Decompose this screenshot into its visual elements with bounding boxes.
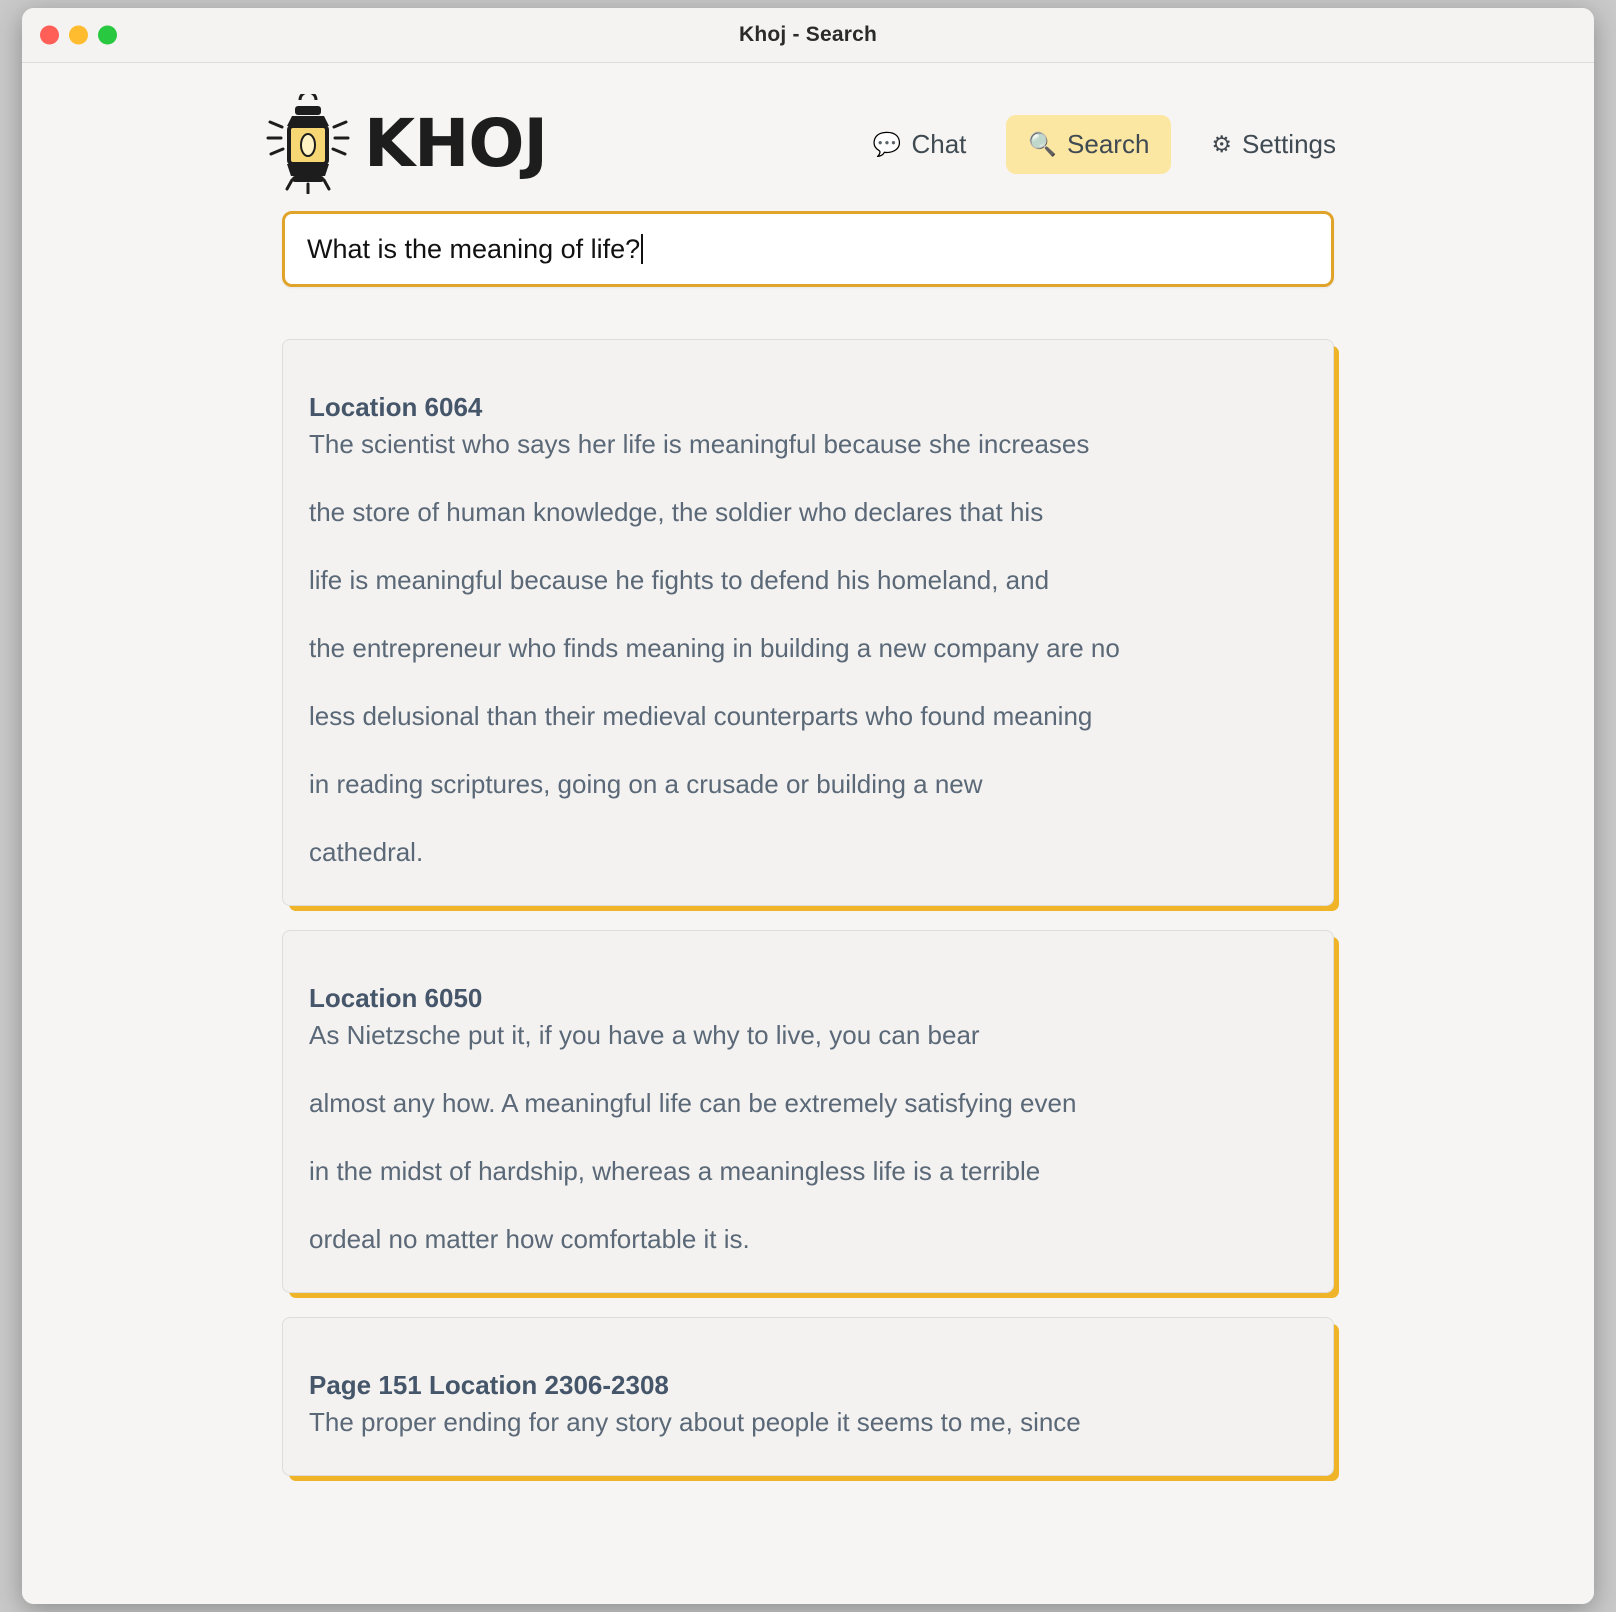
window-controls[interactable]: [40, 26, 117, 45]
result-card[interactable]: [282, 930, 1334, 1293]
result-card[interactable]: [282, 1317, 1334, 1476]
text-caret: [641, 234, 643, 264]
window-title: Khoj - Search: [739, 23, 877, 46]
nav-item-settings-label: Settings: [1242, 128, 1336, 159]
title-bar: [22, 8, 1594, 63]
chat-bubble-icon: 💬: [872, 130, 902, 157]
result-line: The proper ending for any story about people it seems to me, since: [309, 1407, 1081, 1437]
search-results[interactable]: [22, 339, 1594, 1604]
result-line: As Nietzsche put it, if you have a why to live, you can bear: [309, 1020, 980, 1050]
brand-name: KHOJ: [364, 105, 548, 182]
result-line: the store of human knowledge, the soldier who declares that his: [309, 497, 1044, 527]
close-button[interactable]: [40, 26, 59, 45]
result-line: ordeal no matter how comfortable it is.: [309, 1224, 750, 1254]
result-line: almost any how. A meaningful life can be extremely satisfying even: [309, 1088, 1077, 1118]
brand-logo[interactable]: [262, 94, 547, 194]
nav-item-search-label: Search: [1067, 128, 1150, 159]
search-input[interactable]: [282, 211, 1334, 287]
lantern-icon: [262, 94, 354, 194]
search-row: [22, 211, 1594, 287]
main-nav: [851, 115, 1534, 174]
result-title: Location 6050: [309, 983, 483, 1013]
nav-item-settings[interactable]: [1189, 115, 1358, 174]
result-line: the entrepreneur who finds meaning in building a new company are no: [309, 633, 1120, 663]
result-line: cathedral.: [309, 837, 424, 867]
zoom-button[interactable]: [98, 26, 117, 45]
gear-icon: ⚙: [1211, 130, 1233, 157]
minimize-button[interactable]: [69, 26, 88, 45]
result-card[interactable]: [282, 339, 1334, 906]
result-line: life is meaningful because he fights to defend his homeland, and: [309, 565, 1050, 595]
nav-item-search[interactable]: [1006, 115, 1171, 174]
result-title: Location 6064: [309, 392, 483, 422]
result-title: Page 151 Location 2306-2308: [309, 1370, 669, 1400]
result-line: The scientist who says her life is meaningful because she increases: [309, 429, 1090, 459]
app-content: [22, 63, 1594, 1604]
result-line: less delusional than their medieval counterparts who found meaning: [309, 701, 1093, 731]
nav-item-chat[interactable]: [851, 115, 989, 174]
result-line: in reading scriptures, going on a crusade or building a new: [309, 769, 983, 799]
magnifier-icon: 🔍: [1028, 130, 1058, 157]
search-input-value: What is the meaning of life?: [307, 233, 641, 264]
app-window: [22, 8, 1594, 1604]
nav-item-chat-label: Chat: [911, 128, 967, 159]
result-line: in the midst of hardship, whereas a meaningless life is a terrible: [309, 1156, 1041, 1186]
app-header: [22, 63, 1594, 193]
